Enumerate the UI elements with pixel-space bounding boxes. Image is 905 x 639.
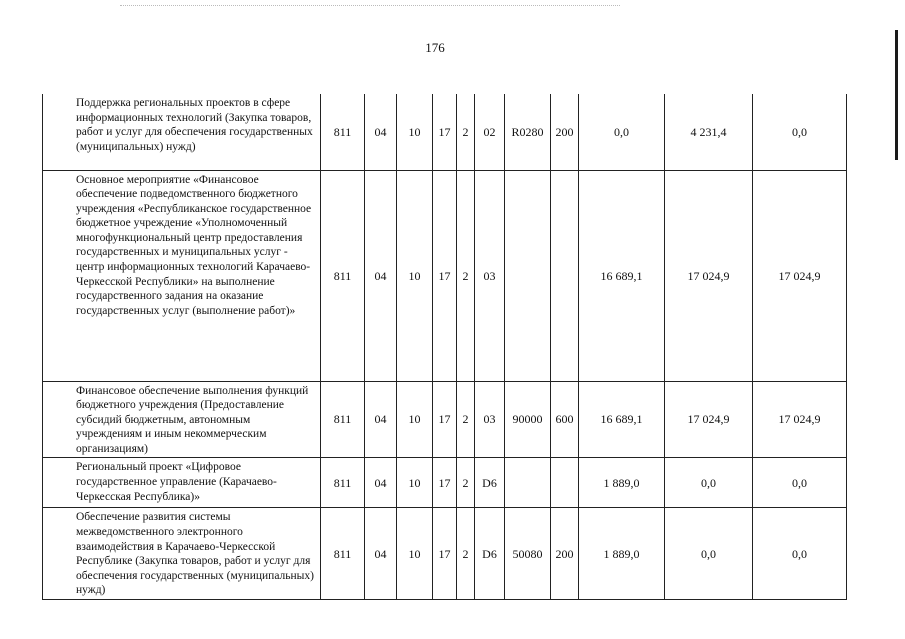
cell-value-1: 1 889,0 <box>579 508 665 600</box>
cell-code6: 03 <box>475 381 505 458</box>
row-name: Основное мероприятие «Финансовое обеспечение подведомственного бюджетного учреждения «Республиканское государственное бюджетное учреждение «Уполномоченный многофункциональный центр предоставления государственных и муниципальных услуг - центр информационных технологий Карачаево-Черкесской Республики» на выполнение государственного задания на оказание государственных услуг (выполнение работ)» <box>43 170 321 381</box>
scan-artifact-line <box>120 5 620 6</box>
cell-code2: 04 <box>365 170 397 381</box>
cell-code6: 02 <box>475 94 505 170</box>
cell-value-3: 0,0 <box>753 458 847 508</box>
cell-code2: 04 <box>365 381 397 458</box>
cell-value-1: 1 889,0 <box>579 458 665 508</box>
cell-code7: 90000 <box>505 381 551 458</box>
cell-code3: 10 <box>397 458 433 508</box>
row-name: Обеспечение развития системы межведомственного электронного взаимодействия в Карачаево-Черкесской Республике (Закупка товаров, работ и услуг для обеспечения государственных (муниципальных) нужд) <box>43 508 321 600</box>
cell-code1: 811 <box>321 508 365 600</box>
cell-code3: 10 <box>397 170 433 381</box>
cell-code4: 17 <box>433 381 457 458</box>
page-number: 176 <box>425 40 445 55</box>
cell-code7: 50080 <box>505 508 551 600</box>
cell-code7 <box>505 458 551 508</box>
cell-code1: 811 <box>321 458 365 508</box>
cell-code1: 811 <box>321 381 365 458</box>
cell-code6: 03 <box>475 170 505 381</box>
cell-code7: R0280 <box>505 94 551 170</box>
cell-code5: 2 <box>457 458 475 508</box>
budget-table <box>42 94 847 600</box>
cell-code8: 200 <box>551 508 579 600</box>
table-row <box>43 508 847 600</box>
cell-code8: 600 <box>551 381 579 458</box>
cell-value-1: 0,0 <box>579 94 665 170</box>
cell-code4: 17 <box>433 94 457 170</box>
cell-code3: 10 <box>397 94 433 170</box>
cell-code1: 811 <box>321 170 365 381</box>
cell-value-3: 17 024,9 <box>753 381 847 458</box>
cell-value-2: 0,0 <box>665 508 753 600</box>
row-name: Поддержка региональных проектов в сфере информационных технологий (Закупка товаров, работ и услуг для обеспечения государственных (муниципальных) нужд) <box>43 94 321 170</box>
cell-value-3: 0,0 <box>753 508 847 600</box>
table-row <box>43 458 847 508</box>
cell-value-1: 16 689,1 <box>579 381 665 458</box>
cell-code6: D6 <box>475 508 505 600</box>
cell-value-3: 17 024,9 <box>753 170 847 381</box>
cell-code5: 2 <box>457 170 475 381</box>
cell-code1: 811 <box>321 94 365 170</box>
cell-code2: 04 <box>365 508 397 600</box>
cell-code8 <box>551 458 579 508</box>
cell-code6: D6 <box>475 458 505 508</box>
cell-code2: 04 <box>365 94 397 170</box>
cell-code4: 17 <box>433 170 457 381</box>
cell-value-3: 0,0 <box>753 94 847 170</box>
scan-edge-bar <box>895 30 898 160</box>
cell-value-2: 4 231,4 <box>665 94 753 170</box>
cell-code7 <box>505 170 551 381</box>
cell-code2: 04 <box>365 458 397 508</box>
cell-code4: 17 <box>433 458 457 508</box>
cell-code8: 200 <box>551 94 579 170</box>
row-name: Финансовое обеспечение выполнения функций бюджетного учреждения (Предоставление субсидий бюджетным, автономным учреждениям и иным некоммерческим организациям) <box>43 381 321 458</box>
cell-code8 <box>551 170 579 381</box>
cell-value-2: 17 024,9 <box>665 170 753 381</box>
cell-code4: 17 <box>433 508 457 600</box>
cell-code3: 10 <box>397 381 433 458</box>
cell-code5: 2 <box>457 508 475 600</box>
table-row <box>43 94 847 170</box>
table-row <box>43 381 847 458</box>
cell-value-2: 0,0 <box>665 458 753 508</box>
cell-code5: 2 <box>457 381 475 458</box>
cell-code3: 10 <box>397 508 433 600</box>
cell-code5: 2 <box>457 94 475 170</box>
cell-value-1: 16 689,1 <box>579 170 665 381</box>
row-name: Региональный проект «Цифровое государственное управление (Карачаево-Черкесская Республика)» <box>43 458 321 508</box>
cell-value-2: 17 024,9 <box>665 381 753 458</box>
table-row <box>43 170 847 381</box>
